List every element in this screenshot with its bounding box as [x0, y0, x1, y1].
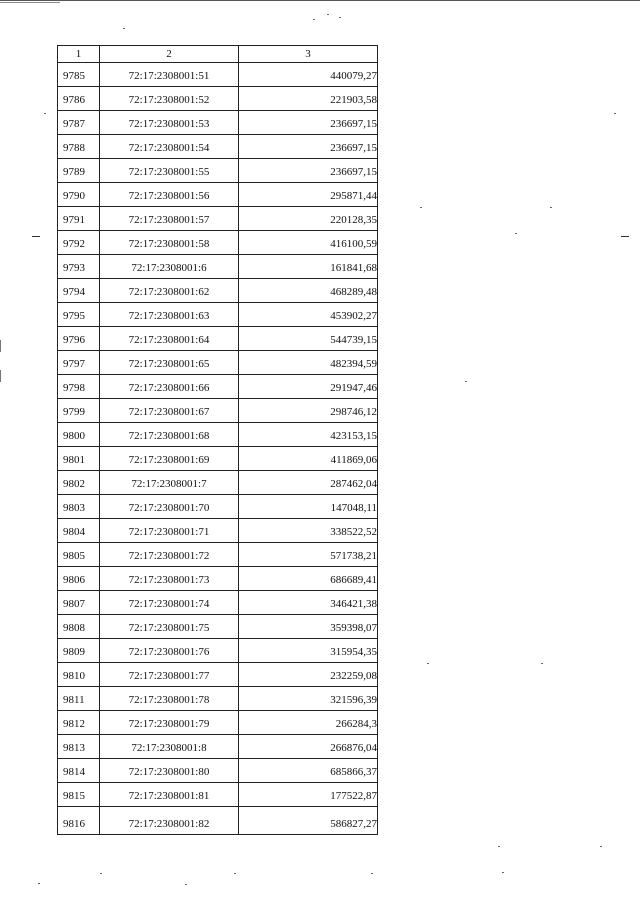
cadastral-number-cell: 72:17:2308001:67	[100, 399, 239, 423]
cadastral-value-cell: 586827,27	[239, 807, 378, 835]
table-row	[58, 519, 378, 543]
cadastral-value-cell: 232259,08	[239, 663, 378, 687]
row-number-cell: 9794	[58, 279, 100, 303]
cadastral-value-cell: 220128,35	[239, 207, 378, 231]
row-number-cell: 9804	[58, 519, 100, 543]
table-row	[58, 471, 378, 495]
cadastral-number-cell: 72:17:2308001:74	[100, 591, 239, 615]
cadastral-number-cell: 72:17:2308001:57	[100, 207, 239, 231]
table-row	[58, 687, 378, 711]
cadastral-number-cell: 72:17:2308001:75	[100, 615, 239, 639]
table-row	[58, 351, 378, 375]
table-row	[58, 711, 378, 735]
row-number-cell: 9805	[58, 543, 100, 567]
scan-speck	[44, 113, 46, 114]
cadastral-value-table	[57, 45, 378, 835]
cadastral-number-cell: 72:17:2308001:52	[100, 87, 239, 111]
table-row	[58, 63, 378, 87]
page-top-edge	[0, 0, 640, 1]
row-number-cell: 9802	[58, 471, 100, 495]
cadastral-number-cell: 72:17:2308001:73	[100, 567, 239, 591]
scan-speck	[600, 846, 602, 847]
row-number-cell: 9803	[58, 495, 100, 519]
table-body	[58, 63, 378, 835]
table-row	[58, 183, 378, 207]
page-top-edge-fragment	[0, 2, 60, 3]
row-number-cell: 9807	[58, 591, 100, 615]
scan-speck	[541, 663, 543, 664]
row-number-cell: 9785	[58, 63, 100, 87]
cadastral-value-cell: 236697,15	[239, 135, 378, 159]
row-number-cell: 9788	[58, 135, 100, 159]
cadastral-value-cell: 221903,58	[239, 87, 378, 111]
table-row	[58, 615, 378, 639]
cadastral-number-cell: 72:17:2308001:70	[100, 495, 239, 519]
cadastral-number-cell: 72:17:2308001:78	[100, 687, 239, 711]
cadastral-number-cell: 72:17:2308001:51	[100, 63, 239, 87]
row-number-cell: 9797	[58, 351, 100, 375]
table-row	[58, 423, 378, 447]
cadastral-value-cell: 359398,07	[239, 615, 378, 639]
scan-speck	[100, 873, 102, 874]
margin-mark	[621, 236, 629, 237]
scan-speck	[38, 883, 40, 884]
scan-speck	[550, 207, 552, 208]
cadastral-number-cell: 72:17:2308001:72	[100, 543, 239, 567]
cadastral-value-cell: 468289,48	[239, 279, 378, 303]
cadastral-number-cell: 72:17:2308001:8	[100, 735, 239, 759]
cadastral-number-cell: 72:17:2308001:64	[100, 327, 239, 351]
table-row	[58, 447, 378, 471]
table-row	[58, 783, 378, 807]
table-row	[58, 639, 378, 663]
table-row	[58, 159, 378, 183]
table-row	[58, 735, 378, 759]
scan-speck	[339, 17, 341, 18]
cadastral-value-cell: 423153,15	[239, 423, 378, 447]
cadastral-value-cell: 177522,87	[239, 783, 378, 807]
cadastral-number-cell: 72:17:2308001:79	[100, 711, 239, 735]
row-number-cell: 9800	[58, 423, 100, 447]
cadastral-number-cell: 72:17:2308001:55	[100, 159, 239, 183]
cadastral-value-cell: 147048,11	[239, 495, 378, 519]
cadastral-number-cell: 72:17:2308001:65	[100, 351, 239, 375]
table-row	[58, 135, 378, 159]
cadastral-value-cell: 295871,44	[239, 183, 378, 207]
table-row	[58, 87, 378, 111]
row-number-cell: 9799	[58, 399, 100, 423]
cadastral-number-cell: 72:17:2308001:82	[100, 807, 239, 835]
cadastral-value-cell: 236697,15	[239, 159, 378, 183]
row-number-cell: 9816	[58, 807, 100, 835]
row-number-cell: 9810	[58, 663, 100, 687]
cadastral-value-cell: 291947,46	[239, 375, 378, 399]
cadastral-number-cell: 72:17:2308001:7	[100, 471, 239, 495]
cadastral-number-cell: 72:17:2308001:58	[100, 231, 239, 255]
row-number-cell: 9793	[58, 255, 100, 279]
cadastral-number-cell: 72:17:2308001:63	[100, 303, 239, 327]
row-number-cell: 9795	[58, 303, 100, 327]
cadastral-value-cell: 161841,68	[239, 255, 378, 279]
scan-speck	[498, 846, 500, 847]
cadastral-number-cell: 72:17:2308001:77	[100, 663, 239, 687]
table-row	[58, 759, 378, 783]
cadastral-value-cell: 266876,04	[239, 735, 378, 759]
scan-edge-mark	[0, 340, 1, 352]
cadastral-value-cell: 346421,38	[239, 591, 378, 615]
table-row	[58, 207, 378, 231]
table-row	[58, 231, 378, 255]
table-row	[58, 279, 378, 303]
row-number-cell: 9789	[58, 159, 100, 183]
cadastral-value-cell: 236697,15	[239, 111, 378, 135]
cadastral-value-cell: 685866,37	[239, 759, 378, 783]
row-number-cell: 9786	[58, 87, 100, 111]
scan-speck	[123, 28, 125, 29]
cadastral-number-cell: 72:17:2308001:53	[100, 111, 239, 135]
scan-speck	[371, 873, 373, 874]
row-number-cell: 9811	[58, 687, 100, 711]
scan-speck	[234, 873, 236, 874]
table-row	[58, 375, 378, 399]
cadastral-number-cell: 72:17:2308001:80	[100, 759, 239, 783]
cadastral-number-cell: 72:17:2308001:68	[100, 423, 239, 447]
scan-speck	[313, 19, 315, 20]
row-number-cell: 9813	[58, 735, 100, 759]
row-number-cell: 9809	[58, 639, 100, 663]
cadastral-value-cell: 453902,27	[239, 303, 378, 327]
column-header-value: 3	[239, 46, 378, 63]
cadastral-number-cell: 72:17:2308001:56	[100, 183, 239, 207]
cadastral-value-cell: 482394,59	[239, 351, 378, 375]
table-row	[58, 255, 378, 279]
table-header-row	[58, 46, 378, 63]
cadastral-value-cell: 416100,59	[239, 231, 378, 255]
cadastral-value-cell: 338522,52	[239, 519, 378, 543]
scan-speck	[420, 207, 422, 208]
cadastral-number-cell: 72:17:2308001:71	[100, 519, 239, 543]
row-number-cell: 9792	[58, 231, 100, 255]
row-number-cell: 9808	[58, 615, 100, 639]
row-number-cell: 9790	[58, 183, 100, 207]
table-row	[58, 111, 378, 135]
cadastral-value-cell: 544739,15	[239, 327, 378, 351]
cadastral-value-cell: 315954,35	[239, 639, 378, 663]
scan-speck	[465, 381, 467, 382]
table-row	[58, 663, 378, 687]
cadastral-number-cell: 72:17:2308001:54	[100, 135, 239, 159]
cadastral-value-cell: 686689,41	[239, 567, 378, 591]
column-header-cadastral-number: 2	[100, 46, 239, 63]
cadastral-value-cell: 266284,3	[239, 711, 378, 735]
margin-mark	[32, 236, 40, 237]
scan-speck	[185, 884, 187, 885]
table-row	[58, 399, 378, 423]
cadastral-value-cell: 298746,12	[239, 399, 378, 423]
cadastral-value-cell: 287462,04	[239, 471, 378, 495]
cadastral-number-cell: 72:17:2308001:76	[100, 639, 239, 663]
table-row	[58, 495, 378, 519]
table-row	[58, 807, 378, 835]
cadastral-value-cell: 571738,21	[239, 543, 378, 567]
row-number-cell: 9796	[58, 327, 100, 351]
table-row	[58, 327, 378, 351]
row-number-cell: 9806	[58, 567, 100, 591]
cadastral-number-cell: 72:17:2308001:81	[100, 783, 239, 807]
cadastral-value-cell: 321596,39	[239, 687, 378, 711]
cadastral-value-cell: 440079,27	[239, 63, 378, 87]
table-row	[58, 567, 378, 591]
row-number-cell: 9812	[58, 711, 100, 735]
cadastral-number-cell: 72:17:2308001:66	[100, 375, 239, 399]
table-row	[58, 543, 378, 567]
row-number-cell: 9801	[58, 447, 100, 471]
row-number-cell: 9815	[58, 783, 100, 807]
row-number-cell: 9791	[58, 207, 100, 231]
row-number-cell: 9787	[58, 111, 100, 135]
scan-speck	[327, 14, 329, 15]
scan-speck	[614, 113, 616, 114]
cadastral-value-cell: 411869,06	[239, 447, 378, 471]
row-number-cell: 9798	[58, 375, 100, 399]
cadastral-number-cell: 72:17:2308001:6	[100, 255, 239, 279]
scan-edge-mark	[0, 370, 1, 382]
table-row	[58, 591, 378, 615]
row-number-cell: 9814	[58, 759, 100, 783]
scan-speck	[515, 233, 517, 234]
cadastral-number-cell: 72:17:2308001:69	[100, 447, 239, 471]
column-header-number: 1	[58, 46, 100, 63]
scan-speck	[427, 663, 429, 664]
table-row	[58, 303, 378, 327]
cadastral-number-cell: 72:17:2308001:62	[100, 279, 239, 303]
scan-speck	[502, 872, 504, 873]
